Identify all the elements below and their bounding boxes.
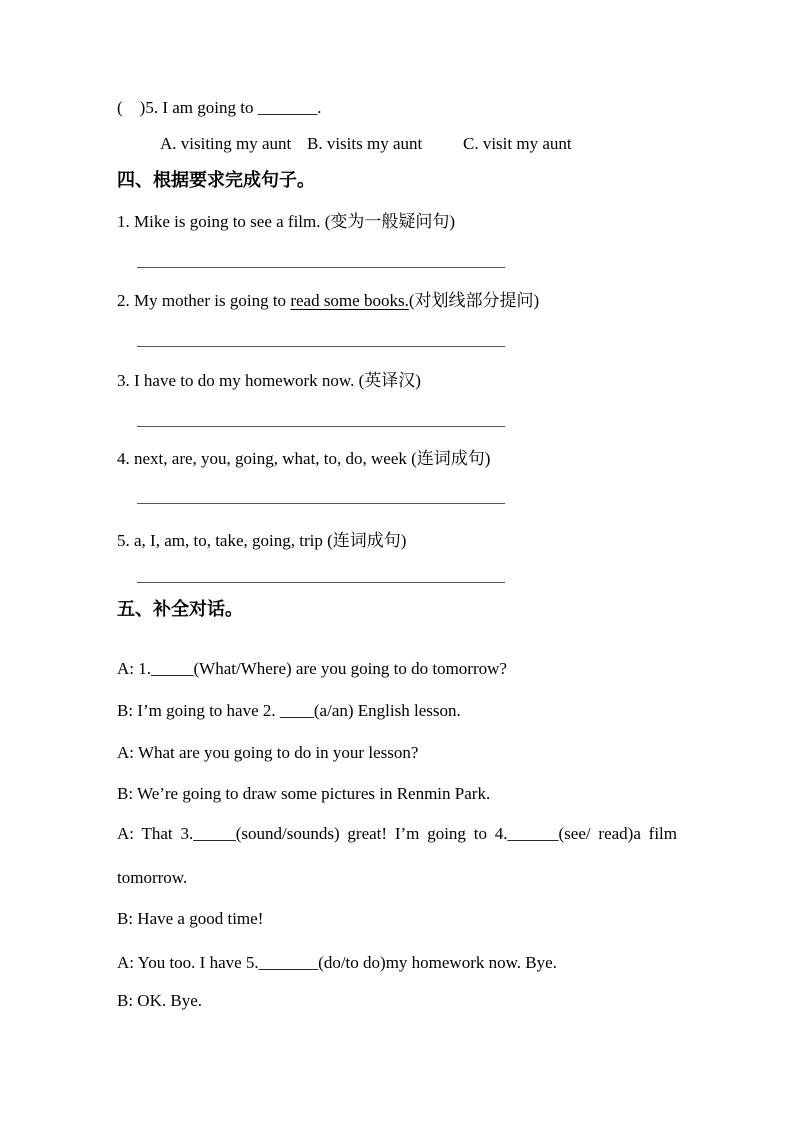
dialogue-line-3: A: What are you going to do in your lesson?	[117, 743, 419, 762]
exercise-item-5: 5. a, I, am, to, take, going, trip (连词成句)	[117, 531, 407, 550]
section-4-heading: 四、根据要求完成句子。	[117, 170, 315, 190]
dialogue-line-5: A: That 3._____(sound/sounds) great! I’m going to 4.______(see/ read)a film	[117, 824, 677, 843]
answer-blank-1	[137, 267, 505, 268]
question-5-option-b: B. visits my aunt	[307, 134, 423, 153]
exercise-item-1: 1. Mike is going to see a film. (变为一般疑问句)	[117, 212, 456, 231]
answer-blank-3	[137, 426, 505, 427]
answer-blank-4	[137, 503, 505, 504]
exercise-item-3: 3. I have to do my homework now. (英译汉)	[117, 371, 421, 390]
answer-blank-5	[137, 582, 505, 583]
question-5-option-a: A. visiting my aunt	[160, 134, 292, 153]
section-5-heading: 五、补全对话。	[117, 599, 243, 619]
exercise-item-4: 4. next, are, you, going, what, to, do, week (连词成句)	[117, 449, 491, 468]
exercise-item-2-underlined-part: read some books.	[290, 291, 409, 310]
answer-blank-2	[137, 346, 505, 347]
dialogue-line-8: B: OK. Bye.	[117, 991, 202, 1010]
dialogue-line-2: B: I’m going to have 2. ____(a/an) English lesson.	[117, 701, 461, 720]
dialogue-line-6: B: Have a good time!	[117, 909, 264, 928]
dialogue-line-4: B: We’re going to draw some pictures in Renmin Park.	[117, 784, 491, 803]
exercise-item-2	[117, 290, 539, 312]
question-5-option-c: C. visit my aunt	[463, 134, 572, 153]
dialogue-line-7: A: You too. I have 5._______(do/to do)my homework now. Bye.	[117, 953, 557, 972]
exercise-item-2-pre: 2. My mother is going to	[117, 291, 291, 310]
question-5-stem: ( )5. I am going to _______.	[117, 98, 322, 117]
dialogue-line-1: A: 1._____(What/Where) are you going to do tomorrow?	[117, 659, 507, 678]
dialogue-line-5-continued: tomorrow.	[117, 868, 188, 887]
exercise-item-2-post: (对划线部分提问)	[408, 291, 540, 310]
